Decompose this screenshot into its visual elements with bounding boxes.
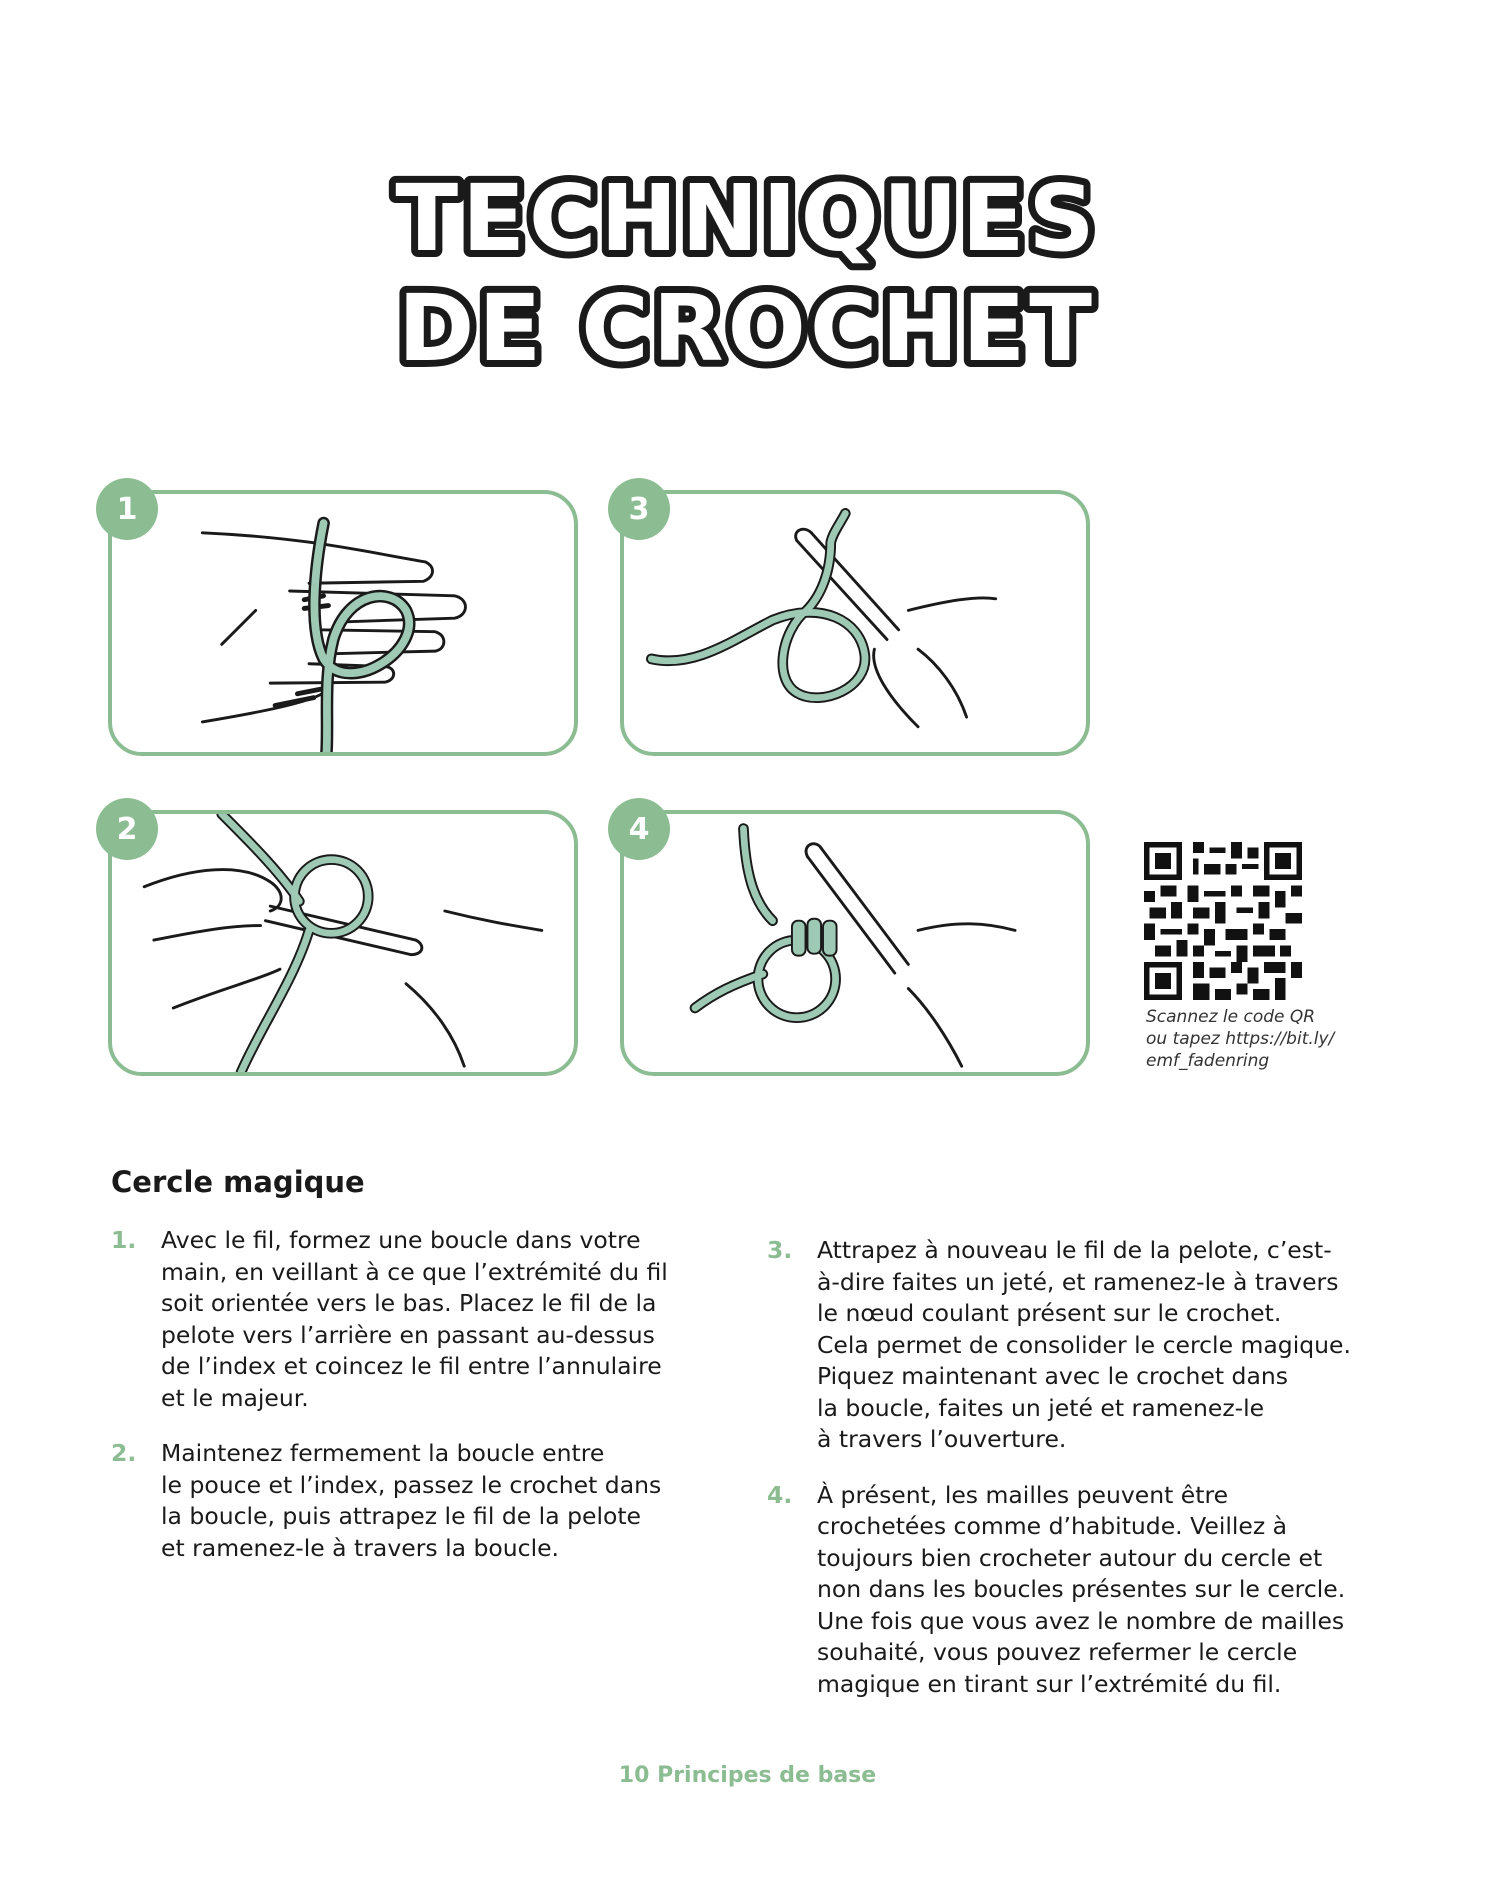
page-footer: 10 Principes de base bbox=[618, 1763, 877, 1788]
crochet-stitches-illustration bbox=[624, 814, 1086, 1072]
qr-code[interactable] bbox=[1144, 842, 1302, 1000]
step-badge-2: 2 bbox=[96, 798, 158, 860]
illustration-panel-3 bbox=[620, 490, 1090, 756]
step-item-1 bbox=[111, 1225, 731, 1414]
hook-through-loop-illustration bbox=[112, 814, 574, 1072]
illustration-panel-4 bbox=[620, 810, 1090, 1076]
steps-right-column bbox=[767, 1235, 1467, 1724]
step-number: 4. bbox=[767, 1480, 793, 1509]
step-number: 3. bbox=[767, 1236, 793, 1264]
page-title bbox=[0, 150, 1495, 390]
qr-caption-line-1: Scannez le code QR bbox=[1146, 1007, 1316, 1027]
qr-caption-line-3[interactable]: emf_fadenring bbox=[1146, 1051, 1270, 1071]
step-number: 1. bbox=[111, 1226, 137, 1254]
step-badge-3: 3 bbox=[608, 478, 670, 540]
hook-yarn-over-illustration bbox=[624, 494, 1086, 752]
step-item-3 bbox=[767, 1235, 1467, 1456]
step-number: 2. bbox=[111, 1439, 137, 1467]
qr-caption-line-2[interactable]: ou tapez https://bit.ly/ bbox=[1146, 1029, 1335, 1049]
step-text: Attrapez à nouveau le fil de la pelote, c’est- à-dire faites un jeté, et ramenez-le à travers le nœud coulant présent sur le crochet. Cela permet de consolider le cercle magique. Piquez maintenant avec le crochet dans la boucle, faites un jeté et ramenez-le à travers l’ouverture. bbox=[817, 1236, 1351, 1453]
section-title: Cercle magique bbox=[111, 1165, 365, 1199]
step-item-4 bbox=[767, 1480, 1467, 1701]
step-text: À présent, les mailles peuvent être crochetées comme d’habitude. Veillez à toujours bien crocheter autour du cercle et non dans les boucles présentes sur le cercle. Une fois que vous avez le nombre de mailles souhaité, vous pouvez refermer le cercle magique en tirant sur l’extrémité du fil. bbox=[817, 1480, 1346, 1698]
step-badge-1: 1 bbox=[96, 478, 158, 540]
step-text: Maintenez fermement la boucle entre le pouce et l’index, passez le crochet dans la boucle, puis attrapez le fil de la pelote et ramenez-le à travers la boucle. bbox=[161, 1439, 662, 1562]
title-line-2: DE CROCHET bbox=[398, 275, 1096, 382]
illustration-panel-1 bbox=[108, 490, 578, 756]
illustration-panel-2 bbox=[108, 810, 578, 1076]
step-text: Avec le fil, formez une boucle dans votre main, en veillant à ce que l’extrémité du fil soit orientée vers le bas. Placez le fil de la pelote vers l’arrière en passant au-dessus de l’index et coincez le fil entre l’annulaire et le majeur. bbox=[161, 1226, 668, 1412]
steps-left-column bbox=[111, 1225, 731, 1588]
step-item-2 bbox=[111, 1438, 731, 1564]
hand-loop-illustration bbox=[112, 494, 574, 752]
step-badge-4: 4 bbox=[608, 798, 670, 860]
qr-caption bbox=[1146, 1006, 1346, 1072]
title-line-1: TECHNIQUES bbox=[395, 165, 1099, 272]
